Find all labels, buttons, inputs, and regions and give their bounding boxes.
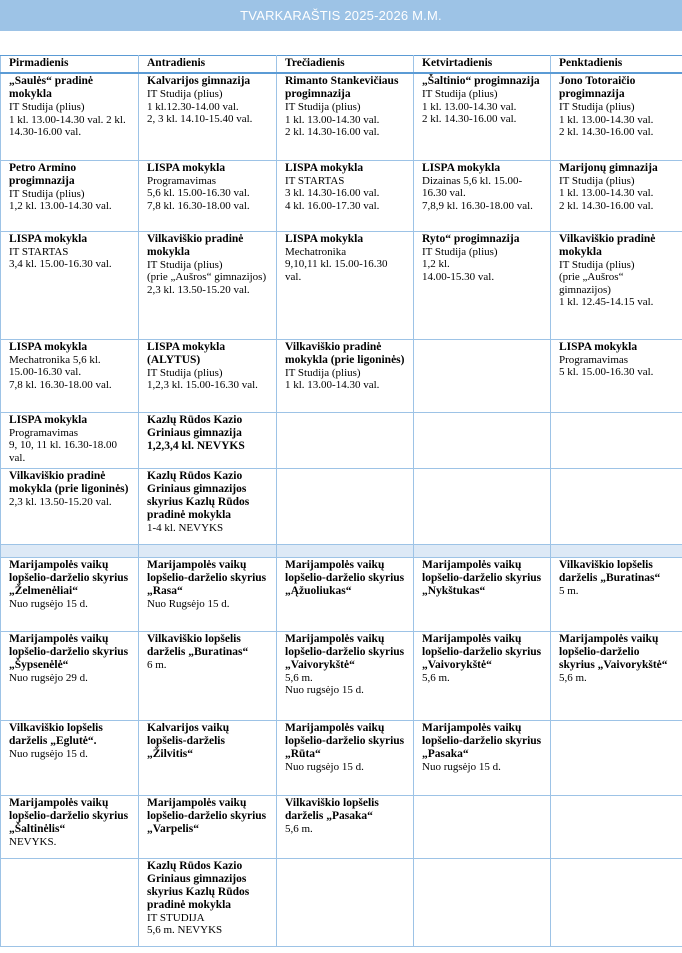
schedule-detail: NEVYKS.: [9, 835, 57, 848]
schedule-detail: 2,3 kl. 13.50-15.20 val.: [9, 495, 112, 508]
schedule-detail: 1 kl. 13.00-14.30 val.: [422, 100, 517, 113]
header-tuesday: Antradienis: [139, 56, 277, 74]
institution-name: Vilkaviškio pradinė mokykla: [559, 232, 656, 258]
institution-name: Vilkaviškio lopšelis darželis „Buratinas“: [147, 632, 249, 658]
schedule-row: [1, 73, 682, 160]
institution-name: Marijampolės vaikų lopšelio-darželio skyrius „Varpelis“: [147, 796, 267, 835]
schedule-detail: 4 kl. 16.00-17.30 val.: [285, 199, 380, 212]
schedule-detail: 1 kl. 13.00-14.30 val. 2 kl. 14.30-16.00 val.: [9, 113, 126, 138]
schedule-detail: 5,6 m.: [422, 671, 450, 684]
schedule-detail: 5,6 m.: [285, 671, 313, 684]
schedule-cell-wednesday: [277, 160, 414, 231]
schedule-detail: IT STARTAS: [9, 245, 69, 258]
schedule-detail: 3 kl. 14.30-16.00 val.: [285, 187, 380, 199]
schedule-table: [0, 55, 682, 947]
institution-name: Kazlų Rūdos Kazio Griniaus gimnazijos skyrius Kazlų Rūdos pradinė mokykla: [147, 469, 250, 521]
schedule-cell-thursday: [414, 231, 551, 339]
schedule-detail: 1-4 kl. NEVYKS: [147, 521, 224, 534]
schedule-detail: 5,6 m.: [559, 671, 587, 684]
schedule-cell-friday: [551, 412, 682, 468]
schedule-detail: Mechatronika: [285, 245, 347, 258]
divider-cell: [139, 544, 277, 557]
schedule-detail: 2 kl. 14.30-16.00 val.: [559, 199, 654, 212]
schedule-detail: 1 kl. 13.00-14.30 val.: [559, 113, 654, 126]
schedule-detail: 1,2 kl.: [422, 258, 450, 270]
schedule-detail: 9,10,11 kl. 15.00-16.30 val.: [285, 258, 388, 283]
schedule-detail: Programavimas: [9, 426, 79, 439]
schedule-detail: Nuo Rugsėjo 15 d.: [147, 597, 230, 610]
schedule-cell-thursday: [414, 468, 551, 544]
schedule-cell-wednesday: [277, 631, 414, 720]
schedule-detail: IT Studija (plius): [147, 88, 223, 100]
schedule-cell-thursday: [414, 631, 551, 720]
institution-name: LISPA mokykla: [9, 232, 88, 245]
schedule-detail: Nuo rugsėjo 15 d.: [285, 684, 364, 696]
schedule-cell-friday: [551, 557, 682, 631]
schedule-cell-friday: [551, 339, 682, 412]
divider-cell: [414, 544, 551, 557]
schedule-cell-friday: [551, 231, 682, 339]
schedule-cell-monday: [1, 557, 139, 631]
schedule-detail: Programavimas: [147, 174, 217, 187]
schedule-cell-monday: [1, 468, 139, 544]
schedule-cell-friday: [551, 720, 682, 795]
institution-name: Marijampolės vaikų lopšelio-darželio skyrius „Vaivorykštė“: [422, 632, 542, 671]
schedule-cell-monday: [1, 73, 139, 160]
institution-name: „Šaltinio“ progimnazija: [422, 75, 540, 87]
schedule-detail: IT STARTAS: [285, 174, 345, 187]
schedule-cell-tuesday: [139, 160, 277, 231]
schedule-detail: 2 kl. 14.30-16.00 val.: [559, 126, 654, 138]
schedule-row: [1, 412, 682, 468]
schedule-detail: 2, 3 kl. 14.10-15.40 val.: [147, 113, 253, 125]
schedule-detail: IT Studija (plius): [422, 245, 498, 258]
institution-name: LISPA mokykla: [9, 340, 88, 353]
schedule-cell-thursday: [414, 412, 551, 468]
institution-name: Marijampolės vaikų lopšelio-darželio skyrius „Rūta“: [285, 721, 405, 760]
institution-name: Vilkaviškio lopšelis darželis „Eglutė“.: [9, 721, 103, 747]
schedule-detail: Mechatronika 5,6 kl. 15.00-16.30 val.: [9, 353, 101, 378]
schedule-cell-tuesday: [139, 412, 277, 468]
institution-name: Marijampolės vaikų lopšelio-darželio skyrius „Želmenėliai“: [9, 558, 129, 597]
schedule-detail: IT Studija (plius): [559, 174, 635, 187]
institution-name: Marijampolės vaikų lopšelio-darželio skyrius „Pasaka“: [422, 721, 542, 760]
schedule-detail: 14.00-15.30 val.: [422, 270, 495, 283]
schedule-cell-monday: [1, 339, 139, 412]
schedule-detail: 1 kl.12.30-14.00 val.: [147, 100, 239, 113]
institution-name: Vilkaviškio lopšelis darželis „Buratinas“: [559, 558, 661, 584]
schedule-cell-monday: [1, 858, 139, 946]
schedule-detail: Nuo rugsėjo 15 d.: [422, 760, 501, 773]
schedule-detail: 2 kl. 14.30-16.00 val.: [422, 113, 517, 125]
schedule-detail: Nuo rugsėjo 15 d.: [9, 747, 88, 760]
schedule-detail: 2 kl. 14.30-16.00 val.: [285, 126, 380, 138]
institution-name: LISPA mokykla: [285, 232, 364, 245]
institution-name: LISPA mokykla (ALYTUS): [147, 340, 226, 366]
schedule-cell-thursday: [414, 720, 551, 795]
schedule-cell-tuesday: [139, 468, 277, 544]
institution-name: Kalvarijos gimnazija: [147, 75, 251, 87]
schedule-cell-friday: [551, 858, 682, 946]
institution-name: Marijonų gimnazija: [559, 161, 658, 174]
institution-name: „Saulės“ pradinė mokykla: [9, 75, 94, 100]
schedule-detail: 7,8 kl. 16.30-18.00 val.: [9, 378, 112, 391]
header-wednesday: Trečiadienis: [277, 56, 414, 74]
schedule-note: 1,2,3,4 kl. NEVYKS: [147, 439, 245, 452]
schedule-detail: IT Studija (plius): [559, 101, 635, 113]
institution-name: Vilkaviškio pradinė mokykla (prie ligoninės): [285, 340, 405, 366]
schedule-detail: 5 m.: [559, 584, 579, 597]
schedule-detail: 7,8,9 kl. 16.30-18.00 val.: [422, 199, 533, 212]
institution-name: Rimanto Stankevičiaus progimnazija: [285, 75, 399, 100]
schedule-cell-monday: [1, 720, 139, 795]
schedule-cell-monday: [1, 160, 139, 231]
schedule-cell-monday: [1, 795, 139, 858]
schedule-detail: 5,6 kl. 15.00-16.30 val.: [147, 187, 250, 199]
institution-name: Marijampolės vaikų lopšelio-darželio skyrius „Šaltinėlis“: [9, 796, 129, 835]
schedule-detail: IT Studija (plius): [285, 101, 361, 113]
schedule-detail: 5,6 m.: [285, 822, 313, 835]
divider-cell: [551, 544, 682, 557]
institution-name: Ryto“ progimnazija: [422, 232, 520, 245]
institution-name: Marijampolės vaikų lopšelio-darželio skyrius „Šypsenėlė“: [9, 632, 129, 671]
schedule-cell-tuesday: [139, 73, 277, 160]
page-title: TVARKARAŠTIS 2025-2026 M.M.: [0, 0, 682, 31]
schedule-cell-friday: [551, 160, 682, 231]
schedule-cell-friday: [551, 73, 682, 160]
institution-name: LISPA mokykla: [147, 161, 226, 174]
schedule-cell-thursday: [414, 160, 551, 231]
schedule-row: [1, 557, 682, 631]
schedule-detail: (prie „Aušros“ gimnazijos): [559, 271, 624, 296]
schedule-detail: 9, 10, 11 kl. 16.30-18.00 val.: [9, 439, 118, 464]
schedule-detail: 1 kl. 13.00-14.30 val.: [285, 379, 380, 391]
schedule-row: [1, 720, 682, 795]
schedule-detail: (prie „Aušros“ gimnazijos): [147, 271, 267, 283]
institution-name: Marijampolės vaikų lopšelio-darželio skyrius „Vaivorykštė“: [559, 632, 668, 671]
schedule-cell-wednesday: [277, 231, 414, 339]
institution-name: Marijampolės vaikų lopšelio-darželio skyrius „Ąžuoliukas“: [285, 558, 405, 597]
schedule-cell-wednesday: [277, 795, 414, 858]
schedule-cell-wednesday: [277, 73, 414, 160]
schedule-cell-monday: [1, 231, 139, 339]
schedule-cell-tuesday: [139, 631, 277, 720]
schedule-detail: 1 kl. 13.00-14.30 val.: [285, 113, 380, 126]
schedule-row: [1, 231, 682, 339]
schedule-detail: IT Studija (plius): [147, 366, 223, 379]
schedule-cell-tuesday: [139, 231, 277, 339]
schedule-cell-wednesday: [277, 720, 414, 795]
schedule-detail: 7,8 kl. 16.30-18.00 val.: [147, 199, 250, 212]
schedule-cell-thursday: [414, 339, 551, 412]
institution-name: LISPA mokykla: [9, 413, 88, 426]
institution-name: Jono Totoraičio progimnazija: [559, 75, 636, 100]
schedule-detail: 1 kl. 13.00-14.30 val.: [559, 187, 654, 199]
institution-name: Vilkaviškio lopšelis darželis „Pasaka“: [285, 796, 379, 822]
schedule-detail: 1,2,3 kl. 15.00-16.30 val.: [147, 379, 258, 391]
schedule-detail: Programavimas: [559, 353, 629, 366]
institution-name: LISPA mokykla: [285, 161, 364, 174]
schedule-detail: IT Studija (plius): [285, 366, 361, 379]
schedule-detail: Nuo rugsėjo 29 d.: [9, 671, 88, 684]
institution-name: Kazlų Rūdos Kazio Griniaus gimnazija: [147, 413, 243, 439]
institution-name: Marijampolės vaikų lopšelio-darželio skyrius „Vaivorykštė“: [285, 632, 405, 671]
schedule-row: [1, 160, 682, 231]
institution-name: LISPA mokykla: [559, 340, 638, 353]
schedule-row: [1, 468, 682, 544]
schedule-cell-monday: [1, 412, 139, 468]
schedule-cell-thursday: [414, 557, 551, 631]
schedule-cell-wednesday: [277, 858, 414, 946]
schedule-detail: IT STUDIJA: [147, 911, 205, 924]
schedule-detail: IT Studija (plius): [559, 258, 635, 271]
divider-cell: [277, 544, 414, 557]
schedule-detail: 6 m.: [147, 658, 167, 671]
divider-cell: [1, 544, 139, 557]
institution-name: Vilkaviškio pradinė mokykla: [147, 232, 244, 258]
schedule-row: [1, 339, 682, 412]
schedule-detail: 3,4 kl. 15.00-16.30 val.: [9, 258, 112, 270]
schedule-detail: 2,3 kl. 13.50-15.20 val.: [147, 283, 250, 296]
schedule-cell-friday: [551, 795, 682, 858]
schedule-detail: 5,6 m. NEVYKS: [147, 924, 223, 936]
schedule-detail: IT Studija (plius): [9, 101, 85, 113]
schedule-cell-thursday: [414, 73, 551, 160]
schedule-cell-wednesday: [277, 557, 414, 631]
institution-name: Marijampolės vaikų lopšelio-darželio skyrius „Rasa“: [147, 558, 267, 597]
schedule-detail: Dizainas 5,6 kl. 15.00-16.30 val.: [422, 174, 523, 199]
header-thursday: Ketvirtadienis: [414, 56, 551, 74]
header-monday: Pirmadienis: [1, 56, 139, 74]
schedule-detail: 5 kl. 15.00-16.30 val.: [559, 366, 654, 378]
schedule-cell-tuesday: [139, 339, 277, 412]
schedule-cell-wednesday: [277, 468, 414, 544]
schedule-detail: 1,2 kl. 13.00-14.30 val.: [9, 200, 112, 212]
schedule-cell-thursday: [414, 858, 551, 946]
schedule-detail: Nuo rugsėjo 15 d.: [9, 597, 88, 610]
schedule-cell-thursday: [414, 795, 551, 858]
schedule-cell-tuesday: [139, 858, 277, 946]
schedule-cell-tuesday: [139, 720, 277, 795]
institution-name: Vilkaviškio pradinė mokykla (prie ligoninės): [9, 469, 129, 495]
schedule-detail: IT Studija (plius): [422, 88, 498, 100]
institution-name: LISPA mokykla: [422, 161, 501, 174]
schedule-detail: IT Studija (plius): [147, 258, 223, 271]
schedule-cell-tuesday: [139, 557, 277, 631]
schedule-row: [1, 795, 682, 858]
schedule-cell-tuesday: [139, 795, 277, 858]
schedule-cell-friday: [551, 631, 682, 720]
header-friday: Penktadienis: [551, 56, 682, 74]
schedule-row: [1, 631, 682, 720]
schedule-cell-wednesday: [277, 339, 414, 412]
schedule-detail: IT Studija (plius): [9, 187, 85, 200]
section-divider: [1, 544, 682, 557]
schedule-row: [1, 858, 682, 946]
schedule-cell-friday: [551, 468, 682, 544]
institution-name: Petro Armino progimnazija: [9, 161, 77, 187]
institution-name: Marijampolės vaikų lopšelio-darželio skyrius „Nykštukas“: [422, 558, 542, 597]
header-row: [1, 56, 682, 74]
schedule-cell-monday: [1, 631, 139, 720]
institution-name: Kazlų Rūdos Kazio Griniaus gimnazijos skyrius Kazlų Rūdos pradinė mokykla: [147, 859, 250, 911]
schedule-detail: Nuo rugsėjo 15 d.: [285, 760, 364, 773]
institution-name: Kalvarijos vaikų lopšelis-darželis „Žilvitis“: [147, 721, 230, 760]
schedule-detail: 1 kl. 12.45-14.15 val.: [559, 296, 654, 308]
schedule-cell-wednesday: [277, 412, 414, 468]
